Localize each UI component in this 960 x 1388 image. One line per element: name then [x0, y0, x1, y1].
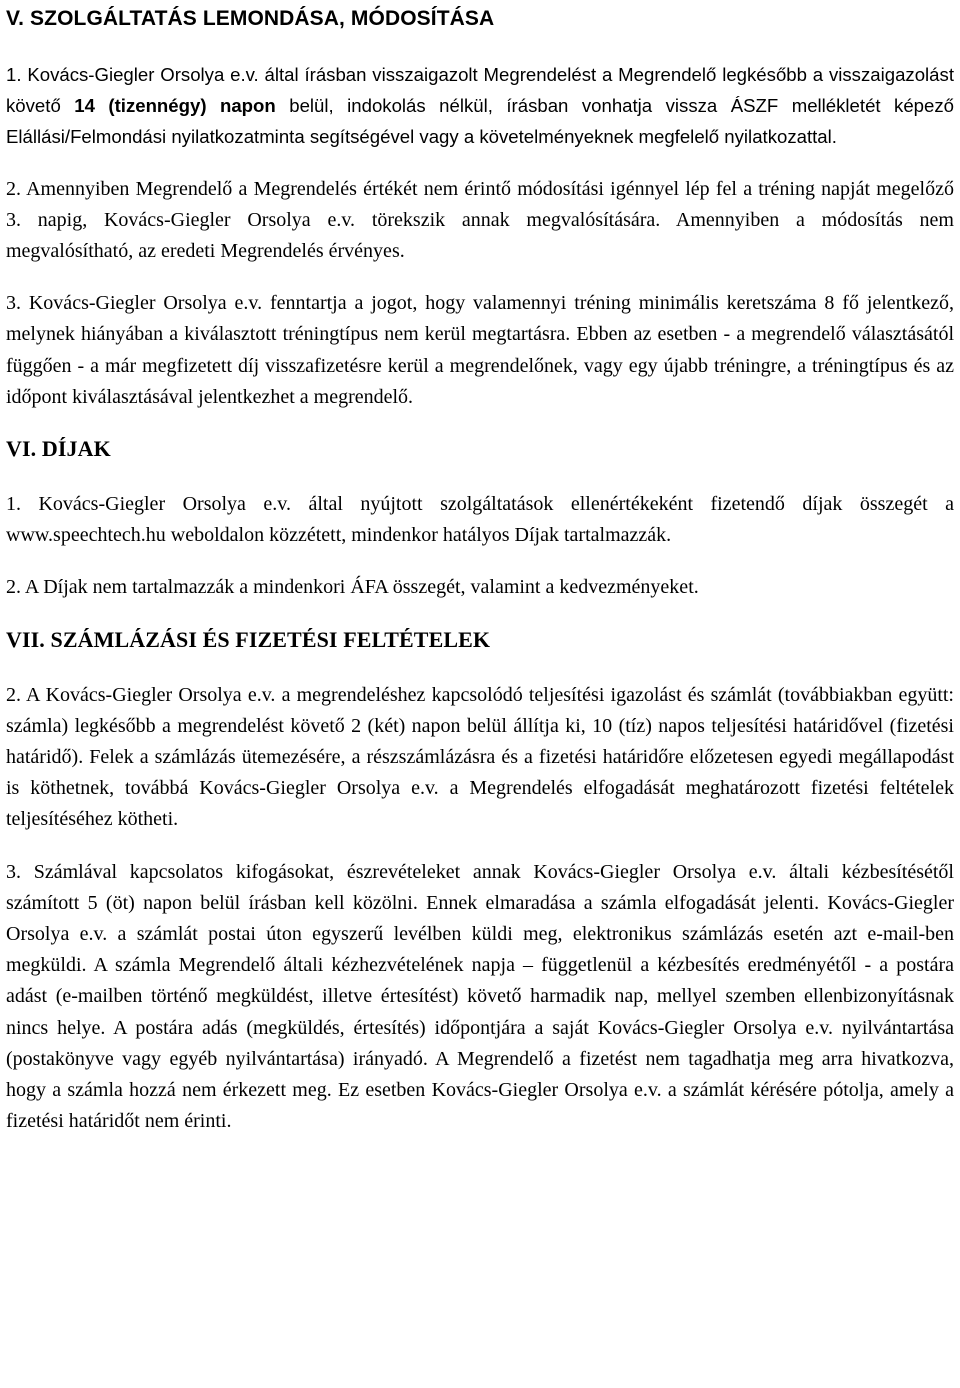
- section-vi-paragraph-1: 1. Kovács-Giegler Orsolya e.v. által nyújtott szolgáltatások ellenértékeként fizetendő díjak összegét a www.speechtech.hu weboldalon közzétett, mindenkor hatályos Díjak tartalmazzák.: [6, 493, 954, 547]
- section-v-paragraph-1-bold: 14 (tizennégy) napon: [74, 95, 276, 117]
- section-vii-paragraph-2: 2. A Kovács-Giegler Orsolya e.v. a megrendeléshez kapcsolódó teljesítési igazolást és számlát (továbbiakban együtt: számla) legkésőbb a megrendelést követő 2 (két) napon belül állítja ki, 10 (tíz) napos teljesítési határidővel (fizetési határidő). Felek a számlázás ütemezésére, a részszámlázásra és a fizetési határidőre előzetesen egyedi megállapodást is köthetnek, továbbá Kovács-Giegler Orsolya e.v. a Megrendelés elfogadását meghatározott fizetési feltételek teljesítéséhez kötheti.: [6, 683, 954, 831]
- section-v-paragraph-3: 3. Kovács-Giegler Orsolya e.v. fenntartja a jogot, hogy valamennyi tréning minimális keretszáma 8 fő jelentkező, melynek hiányában a kiválasztott tréningtípus nem kerül megtartásra. Ebben az esetben - a megrendelő választásától függően - a már megfizetett díj visszafizetésre kerül a megrendelőnek, vagy egy újabb tréningre, a tréningtípus és az időpont kiválasztásával jelentkezhet a megrendelő.: [6, 292, 954, 408]
- section-vii-title: VII. SZÁMLÁZÁSI ÉS FIZETÉSI FELTÉTELEK: [6, 626, 491, 652]
- section-vi-paragraph-2: 2. A Díjak nem tartalmazzák a mindenkori ÁFA összegét, valamint a kedvezményeket.: [6, 576, 699, 599]
- section-vii-paragraph-3: 3. Számlával kapcsolatos kifogásokat, észrevételeket annak Kovács-Giegler Orsolya e.v. általi kézbesítésétől számított 5 (öt) napon belül írásban kell közölni. Ennek elmaradása a számla elfogadását jelenti. Kovács-Giegler Orsolya e.v. a számlát postai úton egyszerű levélben küldi meg, elektronikus számlázás esetén azt e-mail-ben megküldi. A számla Megrendelő általi kézhezvételének napja – függetlenül a kézbesítés eredményétől - a postára adást (e-mailben történő megküldést, illetve értesítést) követő harmadik nap, mellyel szemben ellenbizonyításnak nincs helye. A postára adás (megküldés, értesítés) időpontjára a saját Kovács-Giegler Orsolya e.v. nyilvántartása (postakönyve vagy egyéb nyilvántartása) irányadó. A Megrendelő a fizetést nem tagadhatja meg arra hivatkozva, hogy a számla hozzá nem érkezett meg. Ez esetben Kovács-Giegler Orsolya e.v. a számlát kérésére pótolja, amely a fizetési határidőt nem érinti.: [6, 860, 954, 1133]
- section-v-paragraph-2: 2. Amennyiben Megrendelő a Megrendelés értékét nem érintő módosítási igénnyel lép fel a tréning napját megelőző 3. napig, Kovács-Giegler Orsolya e.v. törekszik annak megvalósítására. Amennyiben a módosítás nem megvalósítható, az eredeti Megrendelés érvényes.: [6, 177, 954, 263]
- section-vi-title: VI. DÍJAK: [6, 436, 111, 462]
- section-v-paragraph-1-text-a: 1. Kovács-Giegler Orsolya e.v. által írásban visszaigazolt Megrendelést a Megrendelő legkésőbb a visszaigazolást követő: [6, 64, 954, 117]
- section-v-title: V. SZOLGÁLTATÁS LEMONDÁSA, MÓDOSÍTÁSA: [6, 7, 495, 30]
- section-v-paragraph-1: [6, 59, 954, 153]
- section-v-paragraph-1-text-b: belül, indokolás nélkül, írásban vonhatja vissza ÁSZF mellékletét képező Elállási/Felmondási nyilatkozatminta segítségével vagy a követelményeknek megfelelő nyilatkozattal.: [6, 95, 954, 148]
